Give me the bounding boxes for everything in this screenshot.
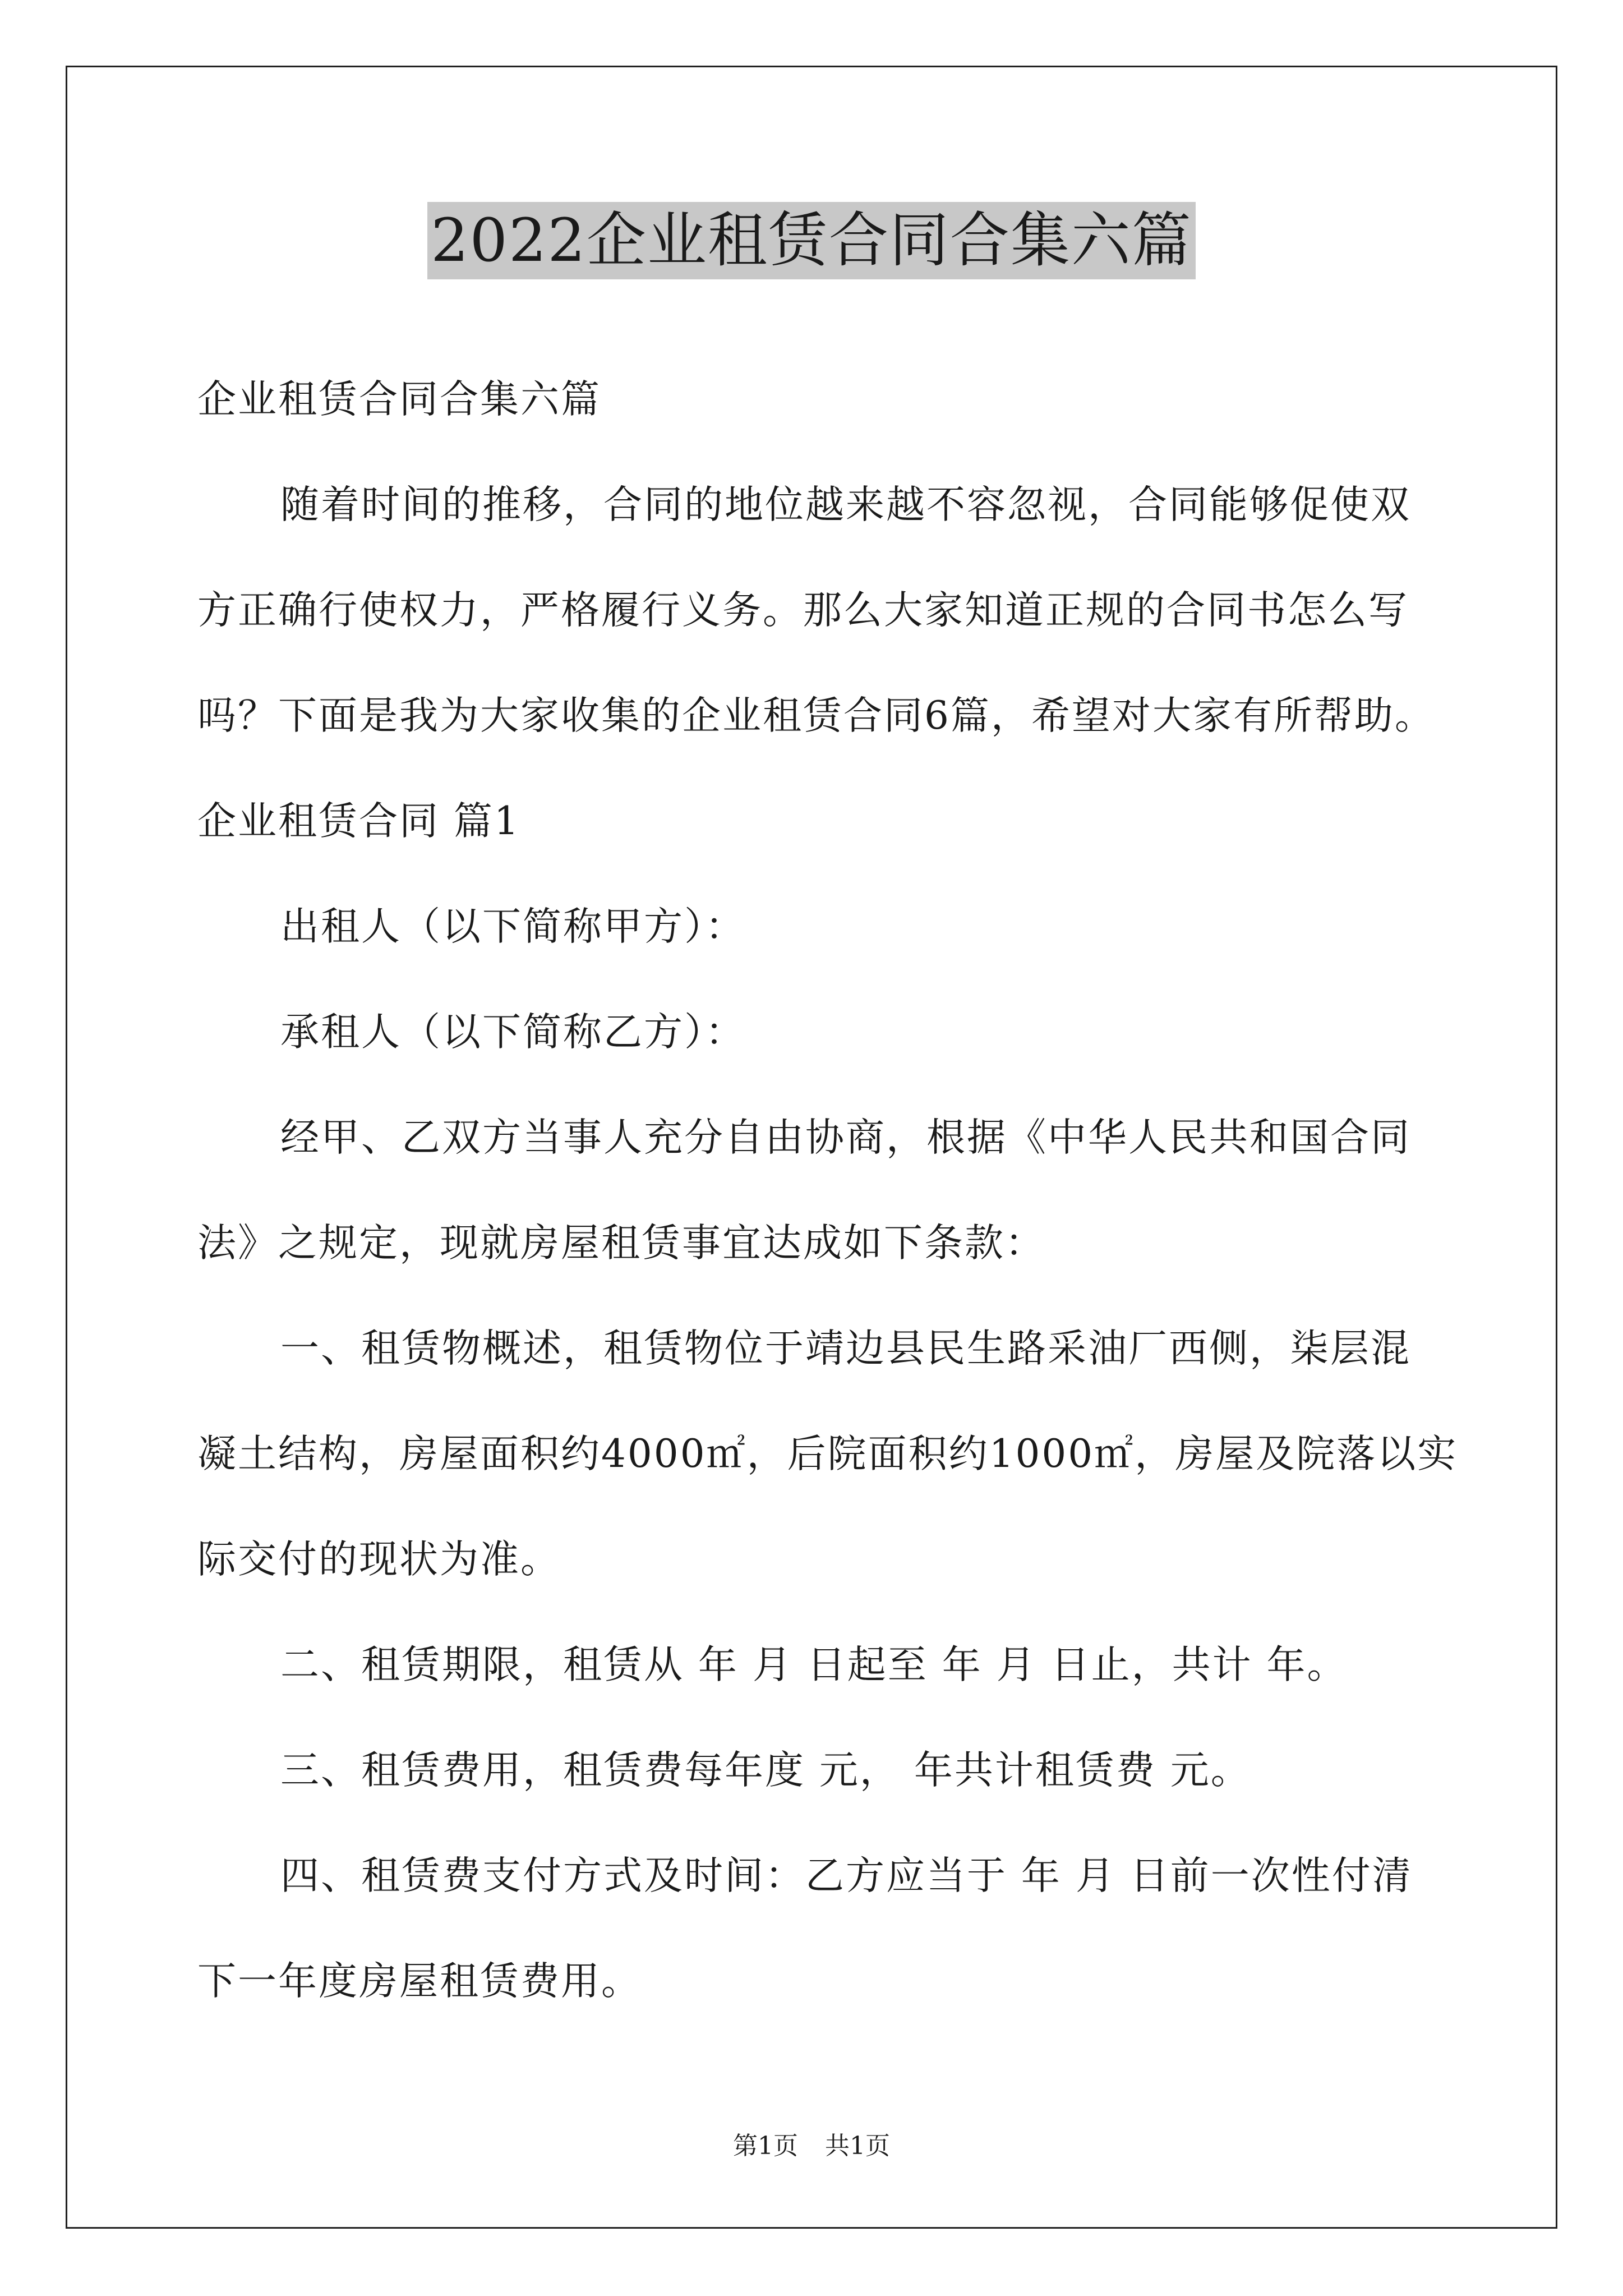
body-line: 承租人（以下简称乙方）： bbox=[280, 1010, 746, 1055]
title-container bbox=[0, 202, 1623, 279]
body-line: 出租人（以下简称甲方）： bbox=[280, 904, 746, 949]
section-heading: 企业租赁合同 篇1 bbox=[197, 799, 520, 844]
document-body bbox=[197, 347, 1487, 2034]
body-line: 际交付的现状为准。 bbox=[197, 1537, 561, 1582]
body-line: 企业租赁合同合集六篇 bbox=[197, 377, 601, 422]
body-line: 三、租赁费用，租赁费每年度 元， 年共计租赁费 元。 bbox=[280, 1748, 1251, 1793]
body-line: 二、租赁期限，租赁从 年 月 日起至 年 月 日止，共计 年。 bbox=[280, 1642, 1348, 1687]
body-line: 吗？下面是我为大家收集的企业租赁合同6篇，希望对大家有所帮助。 bbox=[197, 693, 1435, 738]
body-line: 法》之规定，现就房屋租赁事宜达成如下条款： bbox=[197, 1221, 1045, 1266]
body-line: 经甲、乙双方当事人充分自由协商，根据《中华人民共和国合同 bbox=[280, 1115, 1411, 1160]
document-title: 2022企业租赁合同合集六篇 bbox=[427, 202, 1196, 279]
page-count: 共1页 bbox=[825, 2132, 890, 2160]
body-line: 四、租赁费支付方式及时间：乙方应当于 年 月 日前一次性付清 bbox=[280, 1853, 1413, 1898]
body-line: 凝土结构，房屋面积约4000㎡，后院面积约1000㎡，房屋及院落以实 bbox=[197, 1432, 1458, 1476]
page-number: 第1页 bbox=[733, 2132, 798, 2160]
page-footer bbox=[0, 2129, 1623, 2163]
body-line: 一、租赁物概述，租赁物位于靖边县民生路采油厂西侧，柒层混 bbox=[280, 1326, 1411, 1371]
body-line: 下一年度房屋租赁费用。 bbox=[197, 1959, 642, 2004]
body-line: 随着时间的推移，合同的地位越来越不容忽视，合同能够促使双 bbox=[280, 482, 1411, 527]
body-line: 方正确行使权力，严格履行义务。那么大家知道正规的合同书怎么写 bbox=[197, 588, 1409, 633]
